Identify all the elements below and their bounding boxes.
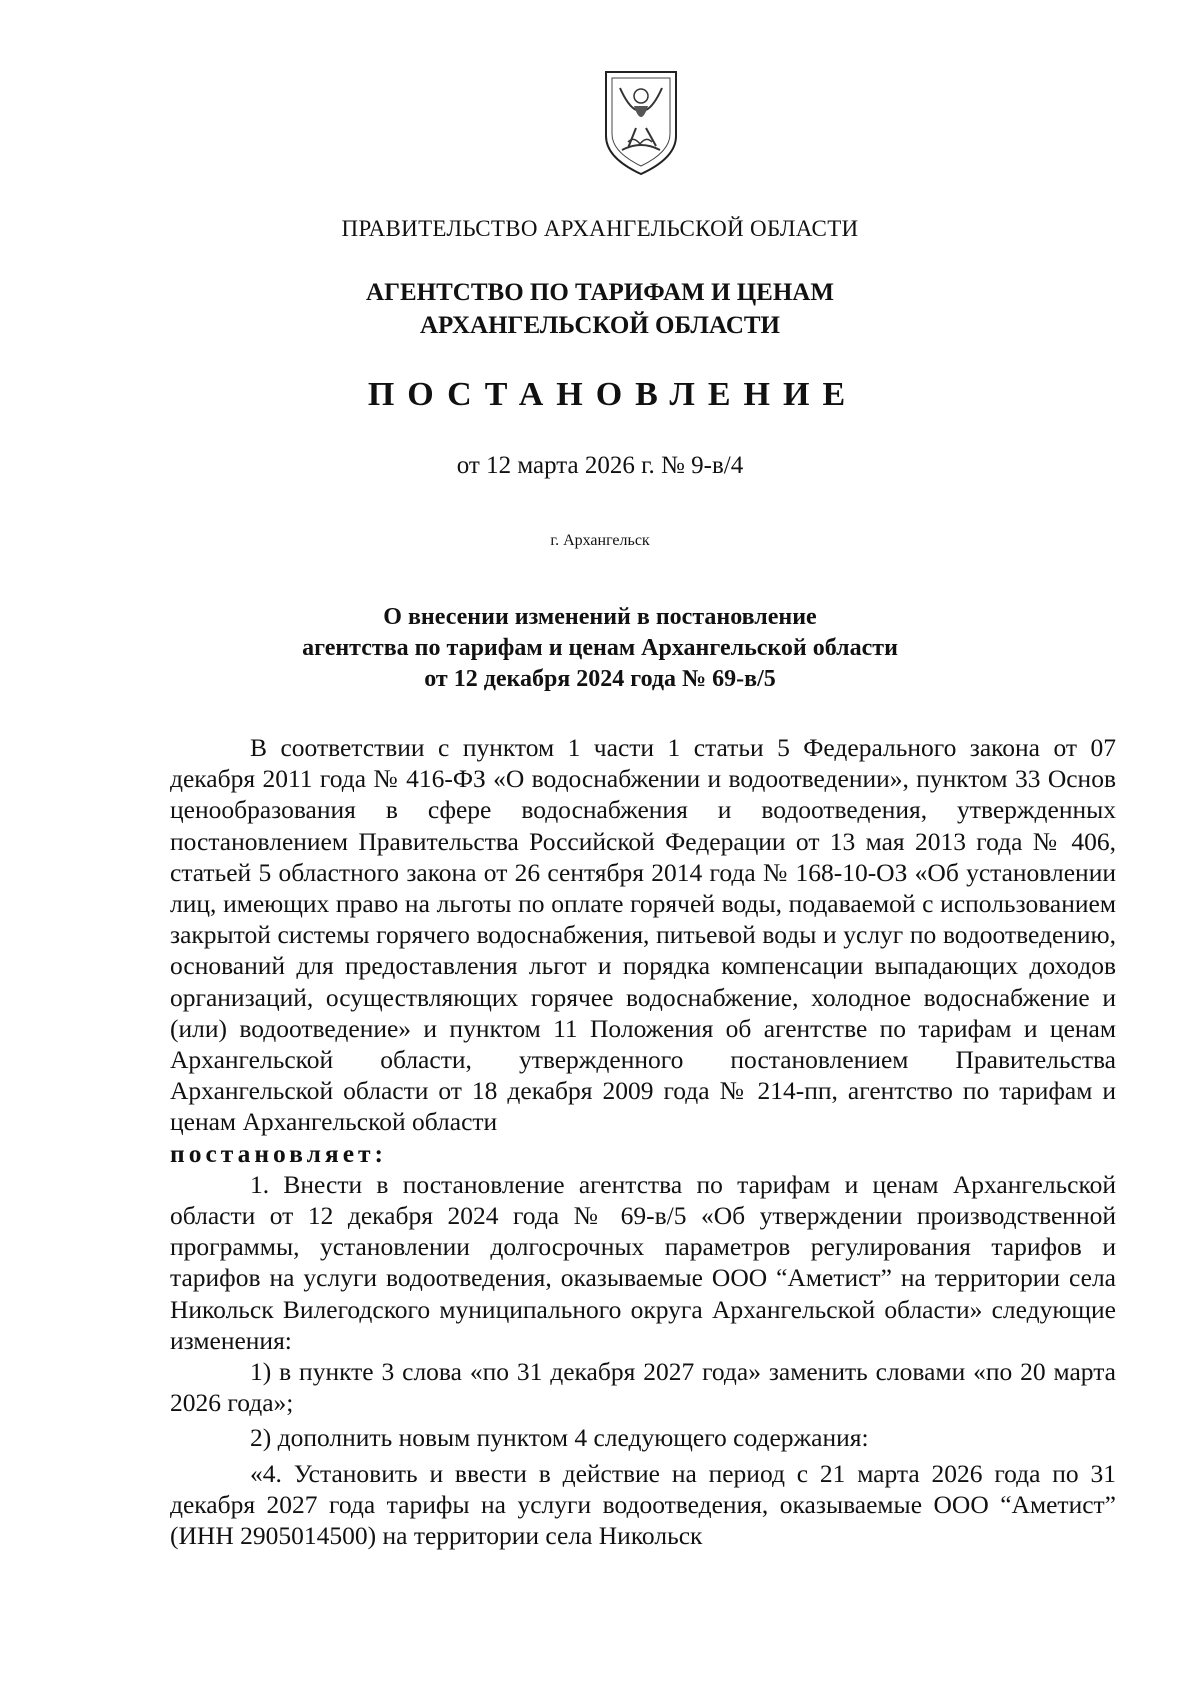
preamble-paragraph	[170, 732, 1116, 1138]
resolves-word: постановляет:	[170, 1138, 388, 1168]
government-name: ПРАВИТЕЛЬСТВО АРХАНГЕЛЬСКОЙ ОБЛАСТИ	[341, 216, 859, 241]
subject-line3: от 12 декабря 2024 года № 69-в/5	[424, 666, 776, 692]
agency-name-line2: АРХАНГЕЛЬСКОЙ ОБЛАСТИ	[420, 312, 780, 339]
item-1-paragraph: 1. Внести в постановление агентства по тарифам и ценам Архангельской области от 12 декабря 2024 года № 69-в/5 «Об утверждении производственной программы, установлении долгосрочных параметров регулирования тарифов и тарифов на услуги водоотведения, оказываемые ООО “Аметист” на территории села Никольск Вилегодского муниципального округа Архангельской области» следующие изменения:	[170, 1169, 1116, 1355]
subject-line2: агентства по тарифам и ценам Архангельской области	[302, 635, 898, 661]
document-body	[170, 732, 1116, 1551]
document-subject	[0, 602, 1200, 695]
document-type: ПОСТАНОВЛЕНИЕ	[367, 376, 859, 413]
agency-name-line1: АГЕНТСТВО ПО ТАРИФАМ И ЦЕНАМ	[366, 279, 834, 306]
subitem-1-paragraph: 1) в пункте 3 слова «по 31 декабря 2027 года» заменить словами «по 20 марта 2026 года»;	[170, 1357, 1116, 1418]
agency-name	[0, 276, 1200, 342]
subject-line1: О внесении изменений в постановление	[383, 604, 817, 630]
resolves-paragraph	[170, 1138, 1116, 1169]
preamble-text: В соответствии с пунктом 1 части 1 статьи 5 Федерального закона от 07 декабря 2011 года № 416-ФЗ «О водоснабжении и водоотведении», пунктом 33 Основ ценообразования в сфере водоснабжения и водоотведения, утвержденных постановлением Правительства Российской Федерации от 13 мая 2013 года № 406, статьей 5 областного закона от 26 сентября 2014 года № 168-10-ОЗ «Об установлении лиц, имеющих право на льготы по оплате горячей воды, подаваемой с использованием закрытой системы горячего водоснабжения, питьевой воды и услуг по водоотведению, оснований для предоставления льгот и порядка компенсации выпадающих доходов организаций, осуществляющих горячее водоснабжение, холодное водоснабжение и (или) водоотведение» и пунктом 11 Положения об агентстве по тарифам и ценам Архангельской области, утвержденного постановлением Правительства Архангельской области от 18 декабря 2009 года № 214-пп, агентство по тарифам и ценам Архангельской области	[170, 733, 1116, 1137]
city: г. Архангельск	[550, 532, 650, 549]
quoted-item-paragraph: «4. Установить и ввести в действие на период с 21 марта 2026 года по 31 декабря 2027 года тарифы на услуги водоотведения, оказываемые ООО “Аметист” (ИНН 2905014500) на территории села Никольск	[170, 1458, 1116, 1551]
subitem-2-paragraph: 2) дополнить новым пунктом 4 следующего содержания:	[250, 1423, 869, 1453]
date-and-number: от 12 марта 2026 г. № 9-в/4	[456, 452, 744, 479]
coat-of-arms-icon	[598, 66, 684, 178]
